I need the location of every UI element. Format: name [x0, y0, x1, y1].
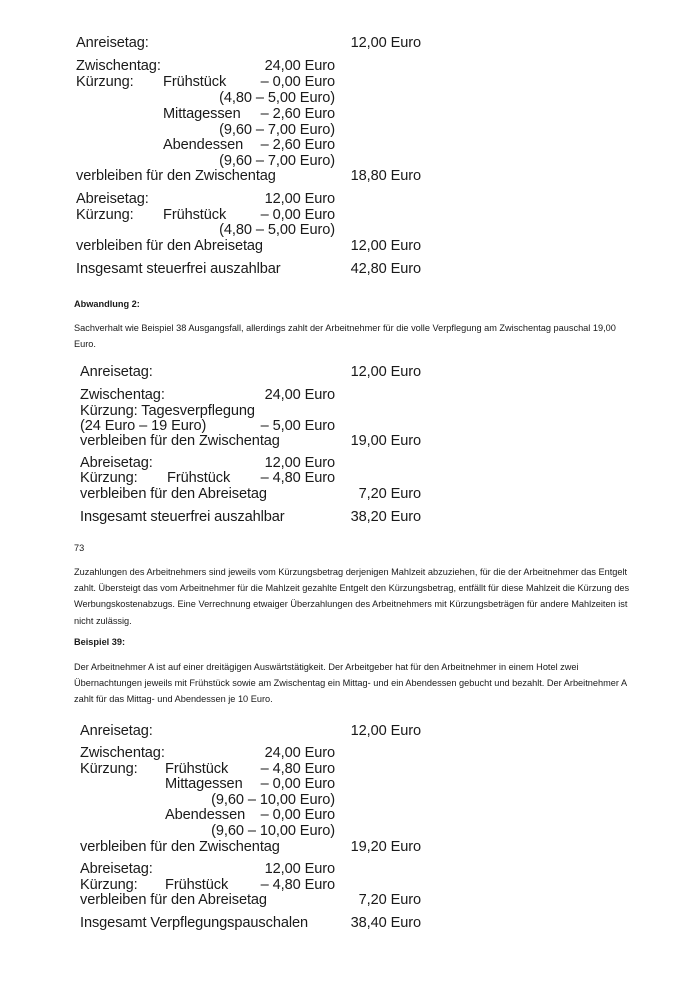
mittag-calc: (9,60 – 7,00 Euro) — [219, 122, 335, 138]
kuerzung2-label: Kürzung: — [76, 207, 134, 223]
rest-zwischen-amount: 19,00 Euro — [350, 433, 421, 449]
abend-calc: (9,60 – 7,00 Euro) — [219, 153, 335, 169]
total-label: Insgesamt steuerfrei auszahlbar — [80, 509, 285, 525]
zwischen-gross: 24,00 Euro — [264, 387, 335, 403]
mittag-label: Mittagessen — [165, 776, 243, 792]
fruehstueck2-amount: – 4,80 Euro — [260, 877, 335, 893]
zwischen-label: Zwischentag: — [80, 745, 165, 761]
total-label: Insgesamt steuerfrei auszahlbar — [76, 261, 281, 277]
fruehstueck-amount: – 0,00 Euro — [260, 74, 335, 90]
zwischen-label: Zwischentag: — [76, 58, 161, 74]
mittag-calc: (9,60 – 10,00 Euro) — [211, 792, 335, 808]
rest-abreise-amount: 7,20 Euro — [358, 486, 421, 502]
kuerzung-calc: (24 Euro – 19 Euro) — [80, 418, 207, 434]
abend-amount: – 0,00 Euro — [260, 807, 335, 823]
zwischen-label: Zwischentag: — [80, 387, 165, 403]
total-amount: 38,20 Euro — [350, 509, 421, 525]
beispiel-text: Der Arbeitnehmer A ist auf einer dreitägigen Auswärtstätigkeit. Der Arbeitgeber hat für den Arbeitnehmer in einem Hotel zwei Übernachtungen jeweils mit Frühstück sowie am Zwischentag ein Mittag- und ein Abendessen gebucht und bezahlt. Der Arbeitnehmer A zahlt für das Mittag- und Abendessen je 10 Euro. — [74, 662, 627, 705]
abreise-label: Abreisetag: — [80, 455, 153, 471]
fruehstueck-calc: (4,80 – 5,00 Euro) — [219, 90, 335, 106]
rest-abreise-label: verbleiben für den Abreisetag — [80, 892, 267, 908]
anreise-amount: 12,00 Euro — [350, 35, 421, 51]
total-amount: 42,80 Euro — [350, 261, 421, 277]
total-label: Insgesamt Verpflegungspauschalen — [80, 915, 309, 931]
abwandlung-heading: Abwandlung 2: — [74, 299, 140, 309]
abwandlung-text: Sachverhalt wie Beispiel 38 Ausgangsfall, allerdings zahlt der Arbeitnehmer für die volle Verpflegung am Zwischentag pauschal 19,00 Euro. — [74, 323, 616, 350]
kuerzung-label: Kürzung: — [80, 761, 138, 777]
rest-zwischen-amount: 18,80 Euro — [350, 168, 421, 184]
kuerzung2-label: Kürzung: — [80, 470, 138, 486]
kuerzung-label: Kürzung: — [76, 74, 134, 90]
abreise-label: Abreisetag: — [76, 191, 149, 207]
fruehstueck-label: Frühstück — [165, 761, 229, 777]
rest-abreise-label: verbleiben für den Abreisetag — [76, 238, 263, 254]
fruehstueck2-label: Frühstück — [167, 470, 231, 486]
anreise-label: Anreisetag: — [76, 35, 149, 51]
fruehstueck-label: Frühstück — [163, 74, 227, 90]
anreise-label: Anreisetag: — [80, 364, 153, 380]
paragraph-number: 73 — [74, 543, 85, 553]
abreise-gross: 12,00 Euro — [264, 191, 335, 207]
fruehstueck2-amount: – 4,80 Euro — [260, 470, 335, 486]
fruehstueck-amount: – 4,80 Euro — [260, 761, 335, 777]
abend-label: Abendessen — [163, 137, 244, 153]
mittag-label: Mittagessen — [163, 106, 241, 122]
rest-zwischen-label: verbleiben für den Zwischentag — [80, 839, 280, 855]
anreise-amount: 12,00 Euro — [350, 364, 421, 380]
rest-zwischen-label: verbleiben für den Zwischentag — [80, 433, 280, 449]
abend-label: Abendessen — [165, 807, 246, 823]
mittag-amount: – 0,00 Euro — [260, 776, 335, 792]
abend-amount: – 2,60 Euro — [260, 137, 335, 153]
anreise-amount: 12,00 Euro — [350, 723, 421, 739]
abend-calc: (9,60 – 10,00 Euro) — [211, 823, 335, 839]
abreise-label: Abreisetag: — [80, 861, 153, 877]
rest-abreise-amount: 12,00 Euro — [350, 238, 421, 254]
rest-abreise-amount: 7,20 Euro — [358, 892, 421, 908]
zwischen-gross: 24,00 Euro — [264, 58, 335, 74]
fruehstueck2-calc: (4,80 – 5,00 Euro) — [219, 222, 335, 238]
anreise-label: Anreisetag: — [80, 723, 153, 739]
rest-zwischen-amount: 19,20 Euro — [350, 839, 421, 855]
abreise-gross: 12,00 Euro — [264, 455, 335, 471]
zwischen-gross: 24,00 Euro — [264, 745, 335, 761]
paragraph-text: Zuzahlungen des Arbeitnehmers sind jeweils vom Kürzungsbetrag derjenigen Mahlzeit abzuziehen, für die der Arbeitnehmer das Entgelt zahlt. Übersteigt das vom Arbeitnehmer für die Mahlzeit gezahlte Entgelt den Kürzungsbetrag, entfällt für diese Mahlzeit die Kürzung des Werbungskostenabzugs. Eine Verrechnung etwaiger Überzahlungen des Arbeitnehmers mit Kürzungsbeträgen für andere Mahlzeiten ist nicht zulässig. — [74, 567, 630, 626]
fruehstueck2-amount: – 0,00 Euro — [260, 207, 335, 223]
rest-zwischen-label: verbleiben für den Zwischentag — [76, 168, 276, 184]
kuerzung2-label: Kürzung: — [80, 877, 138, 893]
kuerzung-label: Kürzung: Tagesverpflegung — [80, 403, 255, 419]
fruehstueck2-label: Frühstück — [163, 207, 227, 223]
total-amount: 38,40 Euro — [350, 915, 421, 931]
fruehstueck2-label: Frühstück — [165, 877, 229, 893]
mittag-amount: – 2,60 Euro — [260, 106, 335, 122]
beispiel-heading: Beispiel 39: — [74, 637, 126, 647]
rest-abreise-label: verbleiben für den Abreisetag — [80, 486, 267, 502]
kuerzung-amount: – 5,00 Euro — [260, 418, 335, 434]
abreise-gross: 12,00 Euro — [264, 861, 335, 877]
